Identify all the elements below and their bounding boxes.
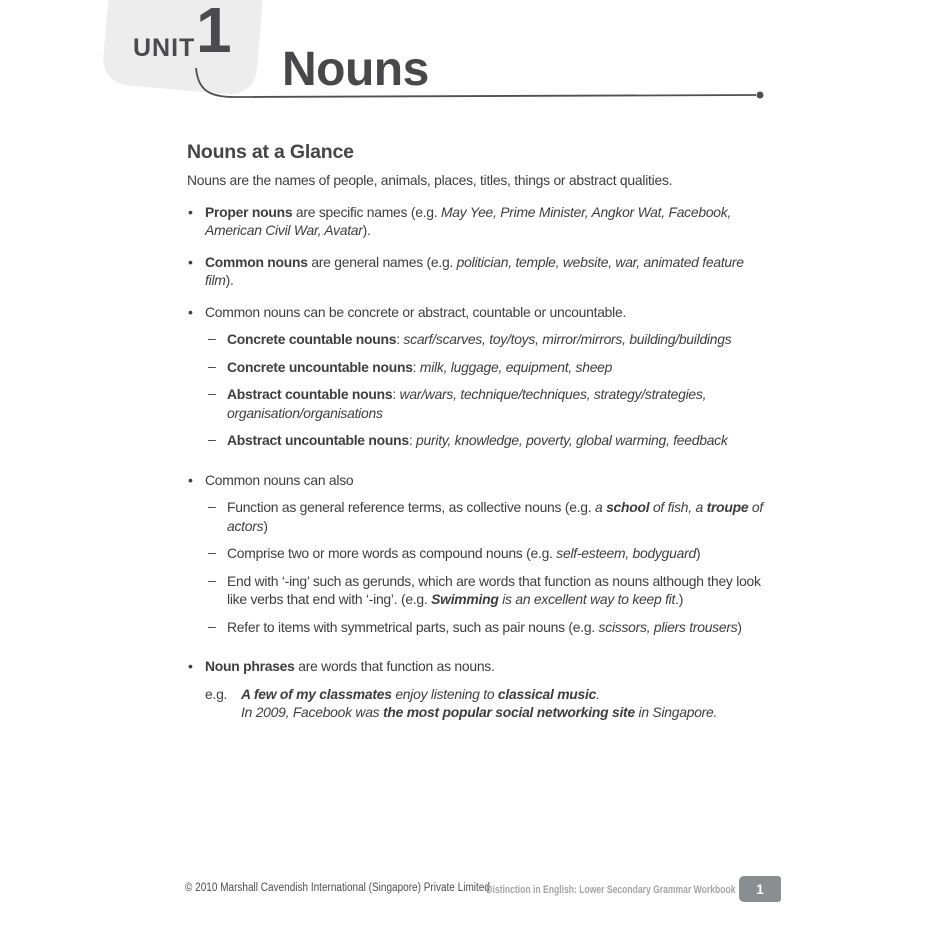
bullet-marker: • [188,203,193,220]
dash-block [187,431,773,450]
text-segment: school [606,499,650,515]
text-segment: : [392,386,400,402]
text-segment: Abstract countable nouns [227,386,393,402]
dash-marker: – [208,617,216,634]
text-segment: Abstract uncountable nouns [227,432,409,448]
text-segment: Noun phrases [205,658,295,674]
block-text [227,386,706,421]
example-label: e.g. [205,685,228,702]
text-segment: .) [675,591,684,607]
text-segment: End with ‘-ing’ such as gerunds, which are words that function as nouns although they look like verbs that end with ‘-ing’. (e.g. [227,572,761,607]
bullet-block [187,253,773,290]
example-lines [241,685,773,722]
text-segment: of actors [227,499,763,534]
block-text [227,499,763,534]
text-segment: . [596,685,600,702]
text-segment: Nouns are the names of people, animals, places, titles, things or abstract qualities. [187,172,673,188]
dash-block [187,498,773,535]
dash-marker: – [208,571,216,588]
text-segment: Proper nouns [205,203,293,220]
text-segment: a [594,499,607,515]
block-text [227,331,731,347]
text-segment: war/wars, technique/techniques, strategy/strategies, organisation/organisations [227,386,707,421]
dash-block [187,618,773,637]
text-segment: of fish, a [649,499,707,515]
text-segment: troupe [706,499,749,515]
text-segment: classical music [497,685,597,702]
book-title-text: Distinction in English: Lower Secondary Grammar Workbook [485,884,735,896]
text-segment: scissors, pliers trousers [598,618,738,635]
text-segment: : [396,331,404,347]
bullet-block [187,203,773,240]
text-segment: purity, knowledge, poverty, global warming, feedback [416,432,728,448]
dash-block [187,572,773,609]
text-segment: A few of my classmates [241,685,392,702]
bullet-marker: • [188,471,193,488]
text-segment: scarf/scarves, toy/toys, mirror/mirrors, building/buildings [403,331,732,347]
text-segment: are specific names (e.g. [292,203,441,220]
text-segment: Comprise two or more words as compound nouns (e.g. [227,545,557,561]
dash-marker: – [208,330,216,346]
block-text [227,432,728,448]
text-segment: in Singapore. [634,704,718,720]
page-footer [0,874,928,908]
text-segment: ) [737,618,742,635]
text-segment: are words that function as nouns. [294,658,495,674]
text-segment: the most popular social networking site [383,704,635,720]
text-segment: self-esteem, bodyguard [556,545,696,561]
block-text [205,472,353,488]
bullet-block [187,471,773,490]
text-segment: ) [263,517,268,534]
block-text [227,619,742,635]
bullet-marker: • [188,253,193,270]
bullet-marker: • [188,658,193,674]
text-segment: politician, temple, website, war, animated feature film [205,253,744,288]
block-text [227,545,700,561]
page-number-badge: 1 [739,876,781,902]
text-segment: Common nouns can also [205,471,354,488]
block-text [205,304,626,320]
page-title: Nouns [282,43,429,96]
text-segment: : [408,432,417,448]
text-segment: milk, luggage, equipment, sheep [419,358,613,375]
unit-number: 1 [196,0,232,66]
text-segment: Function as general reference terms, as collective nouns (e.g. [227,499,595,515]
block-text [227,573,761,608]
block-text [227,359,612,375]
unit-label: UNIT [133,34,196,62]
content-blocks [187,171,773,722]
text-segment: Concrete countable nouns [227,331,397,347]
eg-block [187,685,773,722]
content-area [187,141,773,722]
text-segment: is an excellent way to keep fit [498,591,676,607]
scan-fade-overlay [788,0,928,928]
copyright-text: © 2010 Marshall Cavendish International (Singapore) Private Limited [185,882,490,894]
dash-block [187,544,773,563]
text-segment: May Yee, Prime Minister, Angkor Wat, Facebook, American Civil War, Avatar [205,203,732,238]
text-segment: enjoy listening to [391,685,498,702]
dash-marker: – [208,385,216,401]
dash-marker: – [208,498,216,514]
dash-marker: – [208,357,216,374]
block-text [205,204,731,239]
dash-marker: – [208,431,216,447]
dash-marker: – [208,544,216,560]
text-segment: ) [695,545,701,561]
text-segment: ). [362,222,371,238]
text-segment: are general names (e.g. [307,253,457,270]
dash-block [187,385,773,422]
text-segment: Swimming [431,591,499,607]
swoosh-end-dot [757,92,764,99]
text-segment: Concrete uncountable nouns [227,358,413,375]
text-segment: : [412,358,420,375]
intro-block [187,171,773,190]
text-segment: In 2009, Facebook was [241,704,383,720]
bullet-marker: • [188,303,193,320]
block-text [205,254,744,289]
block-text [205,658,495,674]
text-segment: Common nouns can be concrete or abstract, countable or uncountable. [205,303,627,320]
example-line [241,703,773,722]
header-swoosh-line [0,0,800,130]
section-heading: Nouns at a Glance [187,141,354,163]
dash-block [187,358,773,377]
dash-block [187,330,773,349]
text-segment: Refer to items with symmetrical parts, such as pair nouns (e.g. [227,618,599,635]
example-line [241,685,773,704]
text-segment: ). [225,272,234,288]
bullet-block [187,657,773,676]
text-segment: Common nouns [205,253,308,270]
bullet-block [187,303,773,322]
